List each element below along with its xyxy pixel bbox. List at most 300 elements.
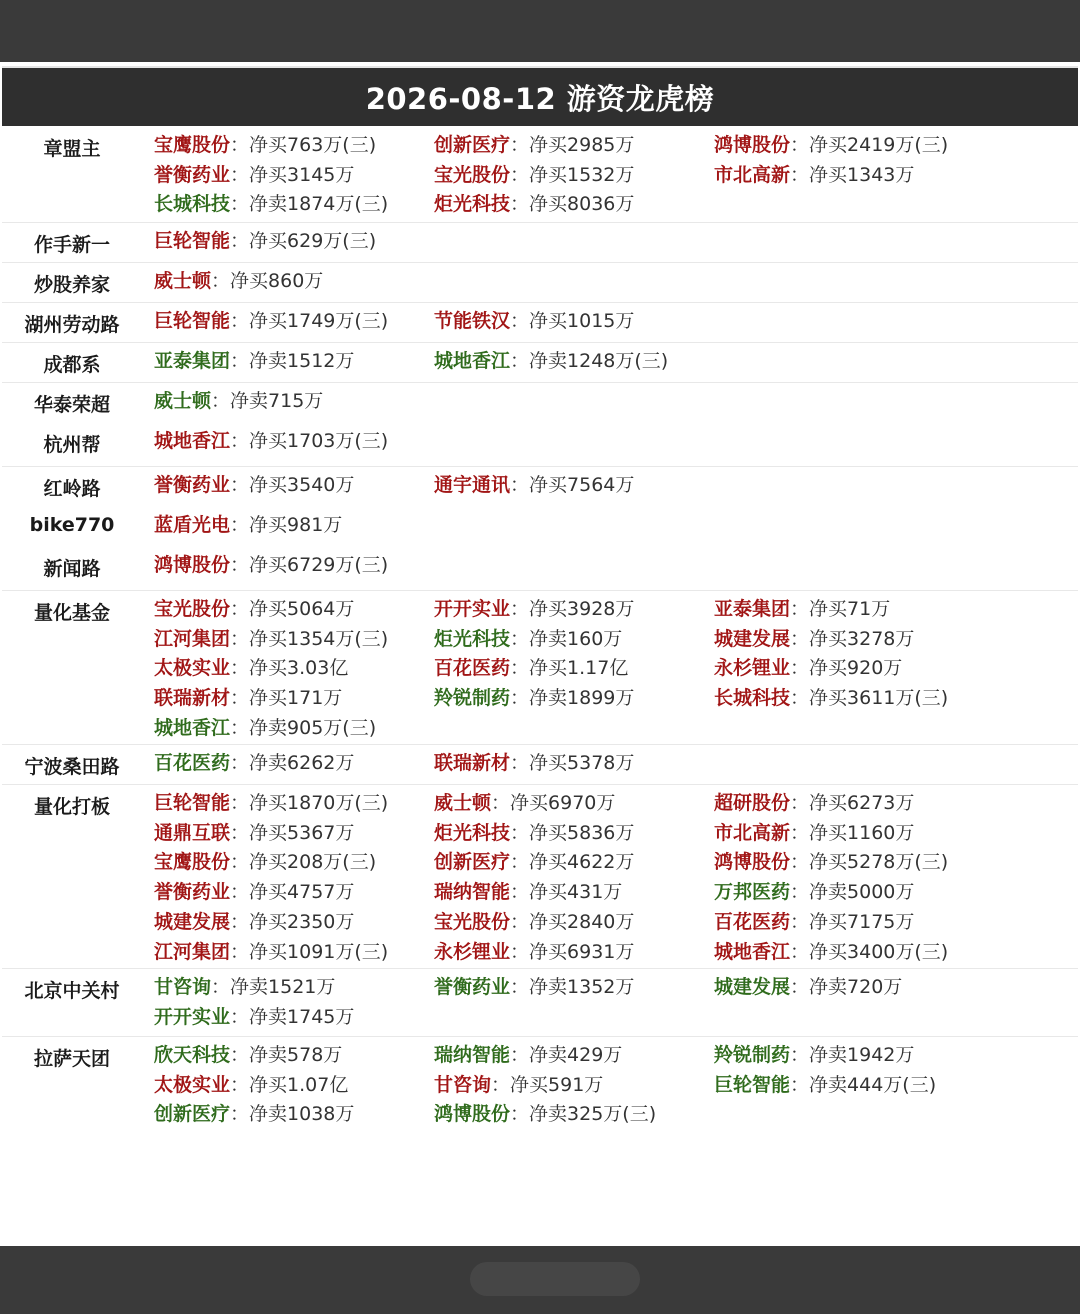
separator: ： [230, 1005, 250, 1028]
net-amount: 净买981万 [249, 514, 343, 536]
stock-name: 城地香江 [154, 430, 231, 452]
stock-entry [154, 1040, 342, 1070]
net-amount: 净卖1352万 [529, 976, 635, 998]
net-amount: 净卖429万 [529, 1044, 623, 1066]
separator: ： [211, 390, 231, 412]
separator: ： [230, 752, 250, 774]
stock-entry [434, 937, 634, 967]
net-amount: 净买4757万 [249, 881, 355, 904]
stock-name: 长城科技 [154, 193, 231, 216]
separator: ： [230, 193, 250, 216]
separator: ： [510, 851, 530, 874]
trader-group [2, 302, 1078, 343]
stock-row [2, 847, 1078, 877]
stock-name: 欣天科技 [154, 1044, 231, 1066]
separator: ： [790, 792, 810, 814]
net-amount: 净买1870万(三) [249, 792, 389, 814]
stock-name: 开开实业 [154, 1005, 231, 1028]
separator: ： [230, 851, 250, 874]
stock-row [2, 907, 1078, 937]
trader-name: 新闻路 [43, 558, 101, 580]
stock-name: 江河集团 [154, 940, 231, 963]
stock-name: 城地香江 [434, 350, 511, 372]
separator: ： [230, 514, 250, 536]
separator: ： [230, 881, 250, 904]
stock-name: 威士顿 [434, 792, 492, 814]
stock-entry [434, 972, 634, 1002]
trader-group [2, 546, 1078, 591]
stock-entry [714, 653, 902, 683]
net-amount: 净买1.17亿 [529, 657, 629, 680]
stock-row [2, 818, 1078, 848]
stock-name: 宝光股份 [434, 910, 511, 933]
stock-row [2, 130, 1078, 160]
separator: ： [790, 910, 810, 933]
net-amount: 净卖1942万 [809, 1044, 915, 1066]
stock-row [2, 937, 1078, 967]
stock-name: 城建发展 [714, 627, 791, 650]
net-amount: 净买920万 [809, 657, 903, 680]
separator: ： [510, 976, 530, 998]
stock-entry [714, 937, 948, 967]
stock-row [2, 426, 1078, 456]
stock-entry [434, 1070, 603, 1100]
trader-group [2, 590, 1078, 745]
stock-entry [154, 847, 376, 877]
net-amount: 净买171万 [249, 687, 343, 710]
trader-group [2, 784, 1078, 969]
separator: ： [230, 598, 250, 620]
separator: ： [790, 1044, 810, 1066]
stock-entry [154, 160, 354, 190]
separator: ： [510, 687, 530, 710]
stock-entry [154, 266, 323, 296]
separator: ： [510, 657, 530, 680]
stock-name: 宝光股份 [434, 163, 511, 186]
separator: ： [211, 976, 231, 998]
net-amount: 净卖444万(三) [809, 1073, 937, 1096]
separator: ： [510, 163, 530, 186]
trader-name: 章盟主 [43, 138, 101, 160]
net-amount: 净买860万 [230, 270, 324, 292]
stock-entry [434, 470, 634, 500]
separator: ： [510, 940, 530, 963]
stock-row [2, 470, 1078, 500]
stock-name: 联瑞新材 [154, 687, 231, 710]
stock-name: 太极实业 [154, 1073, 231, 1096]
trader-name: 炒股养家 [33, 274, 110, 296]
stock-entry [154, 346, 354, 376]
separator: ： [510, 752, 530, 774]
stock-name: 亚泰集团 [154, 350, 231, 372]
stock-name: 万邦医药 [714, 881, 791, 904]
stock-entry [154, 426, 388, 456]
net-amount: 净买3540万 [249, 474, 355, 496]
stock-name: 誉衡药业 [154, 881, 231, 904]
stock-name: 百花医药 [154, 752, 231, 774]
stock-entry [154, 683, 342, 713]
net-amount: 净买1703万(三) [249, 430, 389, 452]
trader-name: 北京中关村 [24, 980, 120, 1002]
separator: ： [230, 430, 250, 452]
stock-entry [434, 683, 634, 713]
separator: ： [230, 1073, 250, 1096]
watermark [470, 1262, 640, 1296]
stock-entry [434, 624, 622, 654]
separator: ： [230, 134, 250, 156]
stock-entry [154, 550, 388, 580]
net-amount: 净卖1874万(三) [249, 193, 389, 216]
net-amount: 净买2419万(三) [809, 134, 949, 156]
trader-group [2, 126, 1078, 223]
net-amount: 净买8036万 [529, 193, 635, 216]
net-amount: 净买3611万(三) [809, 687, 949, 710]
stock-row [2, 713, 1078, 743]
stock-name: 城建发展 [714, 976, 791, 998]
stock-name: 创新医疗 [434, 134, 511, 156]
stock-row [2, 226, 1078, 256]
net-amount: 净买591万 [510, 1073, 604, 1096]
separator: ： [510, 1103, 530, 1126]
stock-name: 百花医药 [434, 657, 511, 680]
trader-group [2, 1036, 1078, 1134]
stock-name: 炬光科技 [434, 627, 511, 650]
stock-entry [154, 189, 388, 219]
stock-row [2, 1070, 1078, 1100]
net-amount: 净卖160万 [529, 627, 623, 650]
stock-entry [154, 510, 342, 540]
separator: ： [230, 821, 250, 844]
net-amount: 净卖1512万 [249, 350, 355, 372]
net-amount: 净买5367万 [249, 821, 355, 844]
stock-name: 宝光股份 [154, 598, 231, 620]
stock-entry [154, 818, 354, 848]
trader-name: 拉萨天团 [33, 1048, 110, 1070]
stock-name: 宝鹰股份 [154, 851, 231, 874]
stock-name: 永杉锂业 [434, 940, 511, 963]
net-amount: 净卖6262万 [249, 752, 355, 774]
stock-name: 鸿博股份 [714, 134, 791, 156]
stock-row [2, 748, 1078, 778]
stock-entry [154, 594, 354, 624]
page-title: 2026-08-12 游资龙虎榜 [2, 68, 1078, 126]
stock-row [2, 877, 1078, 907]
separator: ： [230, 350, 250, 372]
net-amount: 净买7564万 [529, 474, 635, 496]
separator: ： [230, 554, 250, 576]
stock-name: 巨轮智能 [154, 310, 231, 332]
net-amount: 净买1091万(三) [249, 940, 389, 963]
stock-row [2, 1040, 1078, 1070]
separator: ： [790, 657, 810, 680]
stock-entry [714, 130, 948, 160]
trader-name: 红岭路 [43, 478, 101, 500]
stock-name: 誉衡药业 [154, 163, 231, 186]
stock-entry [714, 877, 914, 907]
stock-row [2, 189, 1078, 219]
stock-row [2, 386, 1078, 416]
stock-name: 市北高新 [714, 163, 791, 186]
stock-name: 誉衡药业 [434, 976, 511, 998]
trader-name: 量化打板 [33, 796, 110, 818]
stock-entry [154, 1002, 354, 1032]
stock-row [2, 1002, 1078, 1032]
stock-row [2, 346, 1078, 376]
separator: ： [510, 1044, 530, 1066]
net-amount: 净买1160万 [809, 821, 915, 844]
trader-name: 湖州劳动路 [24, 314, 120, 336]
net-amount: 净买208万(三) [249, 851, 377, 874]
stock-name: 巨轮智能 [154, 792, 231, 814]
separator: ： [790, 1073, 810, 1096]
net-amount: 净卖5000万 [809, 881, 915, 904]
net-amount: 净买1015万 [529, 310, 635, 332]
separator: ： [230, 1103, 250, 1126]
net-amount: 净买1.07亿 [249, 1073, 349, 1096]
stock-name: 鸿博股份 [434, 1103, 511, 1126]
stock-name: 瑞纳智能 [434, 881, 511, 904]
net-amount: 净买5278万(三) [809, 851, 949, 874]
stock-name: 长城科技 [714, 687, 791, 710]
stock-entry [434, 818, 634, 848]
net-amount: 净卖720万 [809, 976, 903, 998]
stock-entry [154, 1099, 354, 1129]
stock-entry [154, 1070, 348, 1100]
net-amount: 净卖1899万 [529, 687, 635, 710]
separator: ： [510, 821, 530, 844]
net-amount: 净卖715万 [230, 390, 324, 412]
net-amount: 净卖578万 [249, 1044, 343, 1066]
net-amount: 净卖1745万 [249, 1005, 355, 1028]
stock-row [2, 788, 1078, 818]
stock-name: 永杉锂业 [714, 657, 791, 680]
stock-name: 炬光科技 [434, 821, 511, 844]
stock-name: 羚锐制药 [434, 687, 511, 710]
stock-name: 城地香江 [154, 716, 231, 739]
separator: ： [510, 134, 530, 156]
separator: ： [230, 230, 250, 252]
separator: ： [230, 1044, 250, 1066]
trader-group [2, 422, 1078, 467]
separator: ： [790, 163, 810, 186]
net-amount: 净买3145万 [249, 163, 355, 186]
net-amount: 净买5836万 [529, 821, 635, 844]
separator: ： [510, 350, 530, 372]
stock-row [2, 594, 1078, 624]
dragon-tiger-list-card [2, 66, 1078, 1134]
separator: ： [230, 474, 250, 496]
net-amount: 净卖1038万 [249, 1103, 355, 1126]
stock-entry [154, 972, 335, 1002]
stock-entry [434, 748, 634, 778]
net-amount: 净买1354万(三) [249, 627, 389, 650]
separator: ： [510, 881, 530, 904]
separator: ： [230, 657, 250, 680]
net-amount: 净买1532万 [529, 163, 635, 186]
separator: ： [790, 881, 810, 904]
stock-entry [434, 306, 634, 336]
stock-entry [434, 653, 628, 683]
separator: ： [790, 627, 810, 650]
separator: ： [230, 687, 250, 710]
stock-entry [434, 346, 668, 376]
net-amount: 净买2840万 [529, 910, 635, 933]
stock-entry [154, 470, 354, 500]
stock-name: 开开实业 [434, 598, 511, 620]
stock-name: 巨轮智能 [154, 230, 231, 252]
stock-entry [434, 907, 634, 937]
trader-group [2, 382, 1078, 422]
trader-name: 华泰荣超 [33, 394, 110, 416]
trader-name: 宁波桑田路 [24, 756, 120, 778]
stock-entry [154, 130, 376, 160]
net-amount: 净卖905万(三) [249, 716, 377, 739]
stock-row [2, 510, 1078, 540]
stock-name: 威士顿 [154, 270, 212, 292]
net-amount: 净卖1521万 [230, 976, 336, 998]
net-amount: 净买6970万 [510, 792, 616, 814]
stock-entry [154, 788, 388, 818]
stock-name: 江河集团 [154, 627, 231, 650]
stock-name: 通宇通讯 [434, 474, 511, 496]
stock-entry [714, 847, 948, 877]
net-amount: 净买4622万 [529, 851, 635, 874]
stock-entry [154, 386, 323, 416]
stock-entry [714, 624, 914, 654]
net-amount: 净买71万 [809, 598, 891, 620]
separator: ： [230, 163, 250, 186]
stock-entry [714, 160, 914, 190]
stock-entry [714, 1040, 914, 1070]
stock-name: 太极实业 [154, 657, 231, 680]
stock-row [2, 653, 1078, 683]
separator: ： [230, 910, 250, 933]
separator: ： [790, 687, 810, 710]
stock-name: 甘咨询 [154, 976, 212, 998]
net-amount: 净买7175万 [809, 910, 915, 933]
separator: ： [510, 474, 530, 496]
stock-name: 巨轮智能 [714, 1073, 791, 1096]
net-amount: 净买3.03亿 [249, 657, 349, 680]
stock-name: 城地香江 [714, 940, 791, 963]
stock-entry [154, 624, 388, 654]
separator: ： [230, 792, 250, 814]
stock-entry [714, 907, 914, 937]
stock-entry [154, 713, 376, 743]
separator: ： [491, 792, 511, 814]
net-amount: 净卖325万(三) [529, 1103, 657, 1126]
stock-entry [434, 1040, 622, 1070]
trader-name: bike770 [29, 514, 115, 536]
net-amount: 净买6931万 [529, 940, 635, 963]
separator: ： [510, 310, 530, 332]
stock-name: 通鼎互联 [154, 821, 231, 844]
stock-name: 联瑞新材 [434, 752, 511, 774]
net-amount: 净买3928万 [529, 598, 635, 620]
stock-name: 鸿博股份 [154, 554, 231, 576]
separator: ： [510, 193, 530, 216]
separator: ： [790, 821, 810, 844]
stock-name: 创新医疗 [154, 1103, 231, 1126]
stock-entry [154, 748, 354, 778]
stock-name: 宝鹰股份 [154, 134, 231, 156]
stock-name: 节能铁汉 [434, 310, 511, 332]
stock-entry [714, 972, 902, 1002]
stock-entry [154, 877, 354, 907]
stock-entry [434, 1099, 656, 1129]
stock-row [2, 683, 1078, 713]
trader-group [2, 466, 1078, 506]
stock-row [2, 1099, 1078, 1129]
stock-entry [714, 788, 914, 818]
trader-group [2, 342, 1078, 383]
trader-group [2, 506, 1078, 546]
stock-entry [434, 877, 622, 907]
separator: ： [230, 627, 250, 650]
net-amount: 净买6729万(三) [249, 554, 389, 576]
net-amount: 净买2985万 [529, 134, 635, 156]
trader-name: 成都系 [43, 354, 101, 376]
stock-row [2, 160, 1078, 190]
net-amount: 净买3400万(三) [809, 940, 949, 963]
stock-entry [434, 594, 634, 624]
stock-entry [434, 160, 634, 190]
separator: ： [230, 310, 250, 332]
stock-entry [154, 306, 388, 336]
separator: ： [230, 940, 250, 963]
stock-entry [154, 653, 348, 683]
stock-name: 亚泰集团 [714, 598, 791, 620]
separator: ： [790, 940, 810, 963]
net-amount: 净买629万(三) [249, 230, 377, 252]
stock-entry [434, 788, 615, 818]
stock-name: 威士顿 [154, 390, 212, 412]
stock-name: 炬光科技 [434, 193, 511, 216]
stock-entry [154, 937, 388, 967]
stock-name: 市北高新 [714, 821, 791, 844]
trader-name: 量化基金 [33, 602, 110, 624]
stock-entry [154, 907, 354, 937]
stock-name: 蓝盾光电 [154, 514, 231, 536]
net-amount: 净买1749万(三) [249, 310, 389, 332]
separator: ： [510, 598, 530, 620]
stock-entry [714, 818, 914, 848]
stock-name: 城建发展 [154, 910, 231, 933]
stock-row [2, 550, 1078, 580]
stock-name: 超研股份 [714, 792, 791, 814]
stock-entry [714, 1070, 936, 1100]
stock-entry [154, 226, 376, 256]
stock-row [2, 624, 1078, 654]
stock-entry [434, 847, 634, 877]
stock-entry [434, 189, 634, 219]
net-amount: 净买3278万 [809, 627, 915, 650]
separator: ： [790, 976, 810, 998]
separator: ： [510, 910, 530, 933]
stock-entry [714, 683, 948, 713]
separator: ： [211, 270, 231, 292]
separator: ： [790, 851, 810, 874]
stock-entry [714, 594, 890, 624]
top-status-bar [0, 0, 1080, 62]
separator: ： [230, 716, 250, 739]
stock-name: 羚锐制药 [714, 1044, 791, 1066]
net-amount: 净买1343万 [809, 163, 915, 186]
trader-group [2, 262, 1078, 303]
stock-name: 甘咨询 [434, 1073, 492, 1096]
net-amount: 净买431万 [529, 881, 623, 904]
net-amount: 净买5064万 [249, 598, 355, 620]
